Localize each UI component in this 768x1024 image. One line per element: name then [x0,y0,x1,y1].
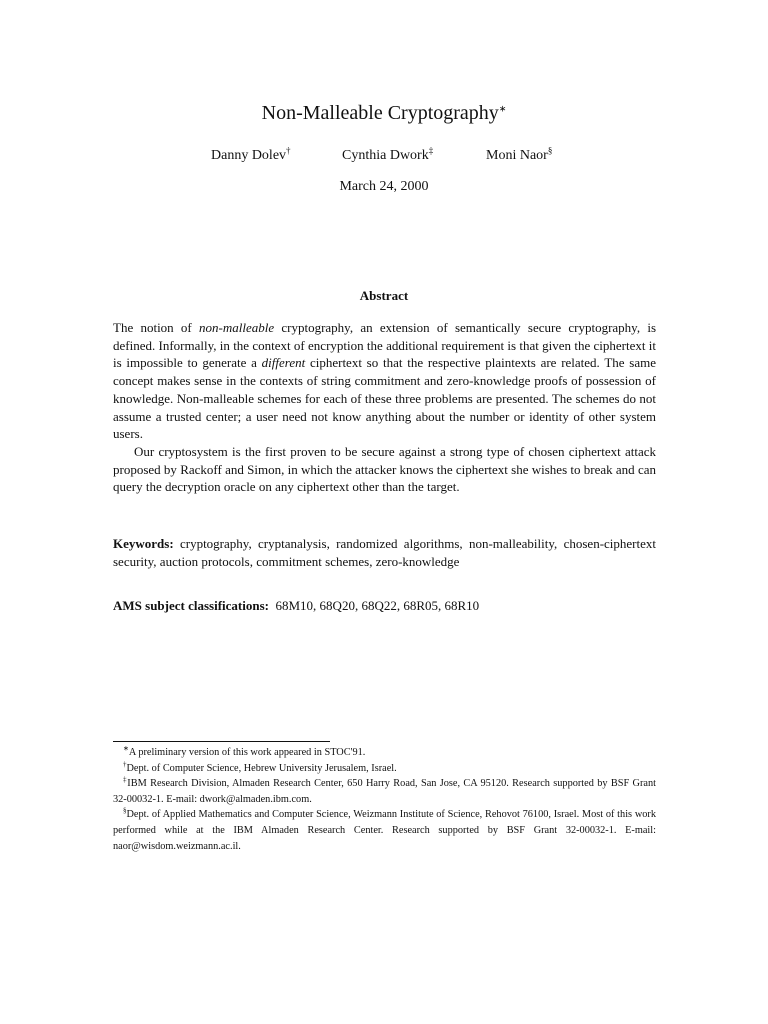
abstract-paragraph [113,319,656,443]
footnote-text: A preliminary version of this work appeared in STOC'91. [128,747,366,758]
footnote [113,807,656,854]
abstract-paragraph: Our cryptosystem is the first proven to be secure against a strong type of chosen ciphertext attack proposed by Rackoff and Simon, in which the attacker knows the ciphertext she wishes to break and can query the decryption oracle on any ciphertext other than the target. [113,443,656,495]
keywords-label: Keywords: [113,536,174,551]
author-footnote-mark: † [286,145,291,156]
title-text: Non-Malleable Cryptography [261,102,499,124]
author-name: Danny Dolev [211,148,287,163]
author-name: Cynthia Dwork [342,148,429,163]
footnote-mark: § [123,806,127,815]
footnote [113,761,656,777]
paper-title [0,102,768,125]
footnote-text: IBM Research Division, Almaden Research Center, 650 Harry Road, San Jose, CA 95120. Research supported by BSF Grant 32-00032-1. E-mail: dwork@almaden.ibm.com. [113,778,656,805]
author [211,145,291,164]
footnote [113,745,656,761]
author [342,145,434,164]
footnote-mark: † [123,760,127,769]
footnote-divider [113,741,330,742]
abstract-text: cryptography, an extension of semantically secure cryptography, is defined. Informally, in the context of encryption the additional requirement is that given the ciphertext it is impossible to generate a [113,320,657,371]
author-footnote-mark: § [547,145,553,156]
title-footnote-mark: ∗ [498,103,507,114]
ams-codes: 68M10, 68Q20, 68Q22, 68R05, 68R10 [269,598,480,613]
footnote [113,776,656,807]
footnote-mark: ∗ [123,744,129,753]
abstract-heading: Abstract [359,288,409,303]
author-name: Moni Naor [486,148,548,163]
abstract-emphasis: non-malleable [199,320,275,335]
author-footnote-mark: ‡ [428,145,434,156]
ams-label: AMS subject classifications: [113,598,269,613]
abstract-emphasis: different [261,355,306,371]
ams-classification-section [113,597,656,615]
keywords-text: cryptography, cryptanalysis, randomized algorithms, non-malleability, chosen-ciphertext security, auction protocols, commitment schemes, zero-knowledge [113,536,656,569]
abstract-text: ciphertext so that the respective plaintexts are related. The same concept makes sense in the contexts of string commitment and zero-knowledge proofs of possession of knowledge. Non-malleable schemes for each of these three problems are presented. The schemes do not assume a trusted center; a user need not know anything about the number or identity of other system users. [113,355,656,442]
keywords-section [113,535,656,571]
author [486,145,553,164]
abstract-body [113,319,656,496]
footnote-mark: ‡ [123,775,128,784]
footnote-text: Dept. of Applied Mathematics and Computer Science, Weizmann Institute of Science, Rehovot 76100, Israel. Most of this work performed while at the IBM Almaden Research Center. Research supported by BSF Grant 32-00032-1. E-mail: naor@wisdom.weizmann.ac.il. [113,809,656,852]
footnotes [113,745,656,854]
abstract-text: The notion of [113,320,200,335]
footnote-text: Dept. of Computer Science, Hebrew University Jerusalem, Israel. [126,762,397,774]
paper-date: March 24, 2000 [339,179,429,194]
